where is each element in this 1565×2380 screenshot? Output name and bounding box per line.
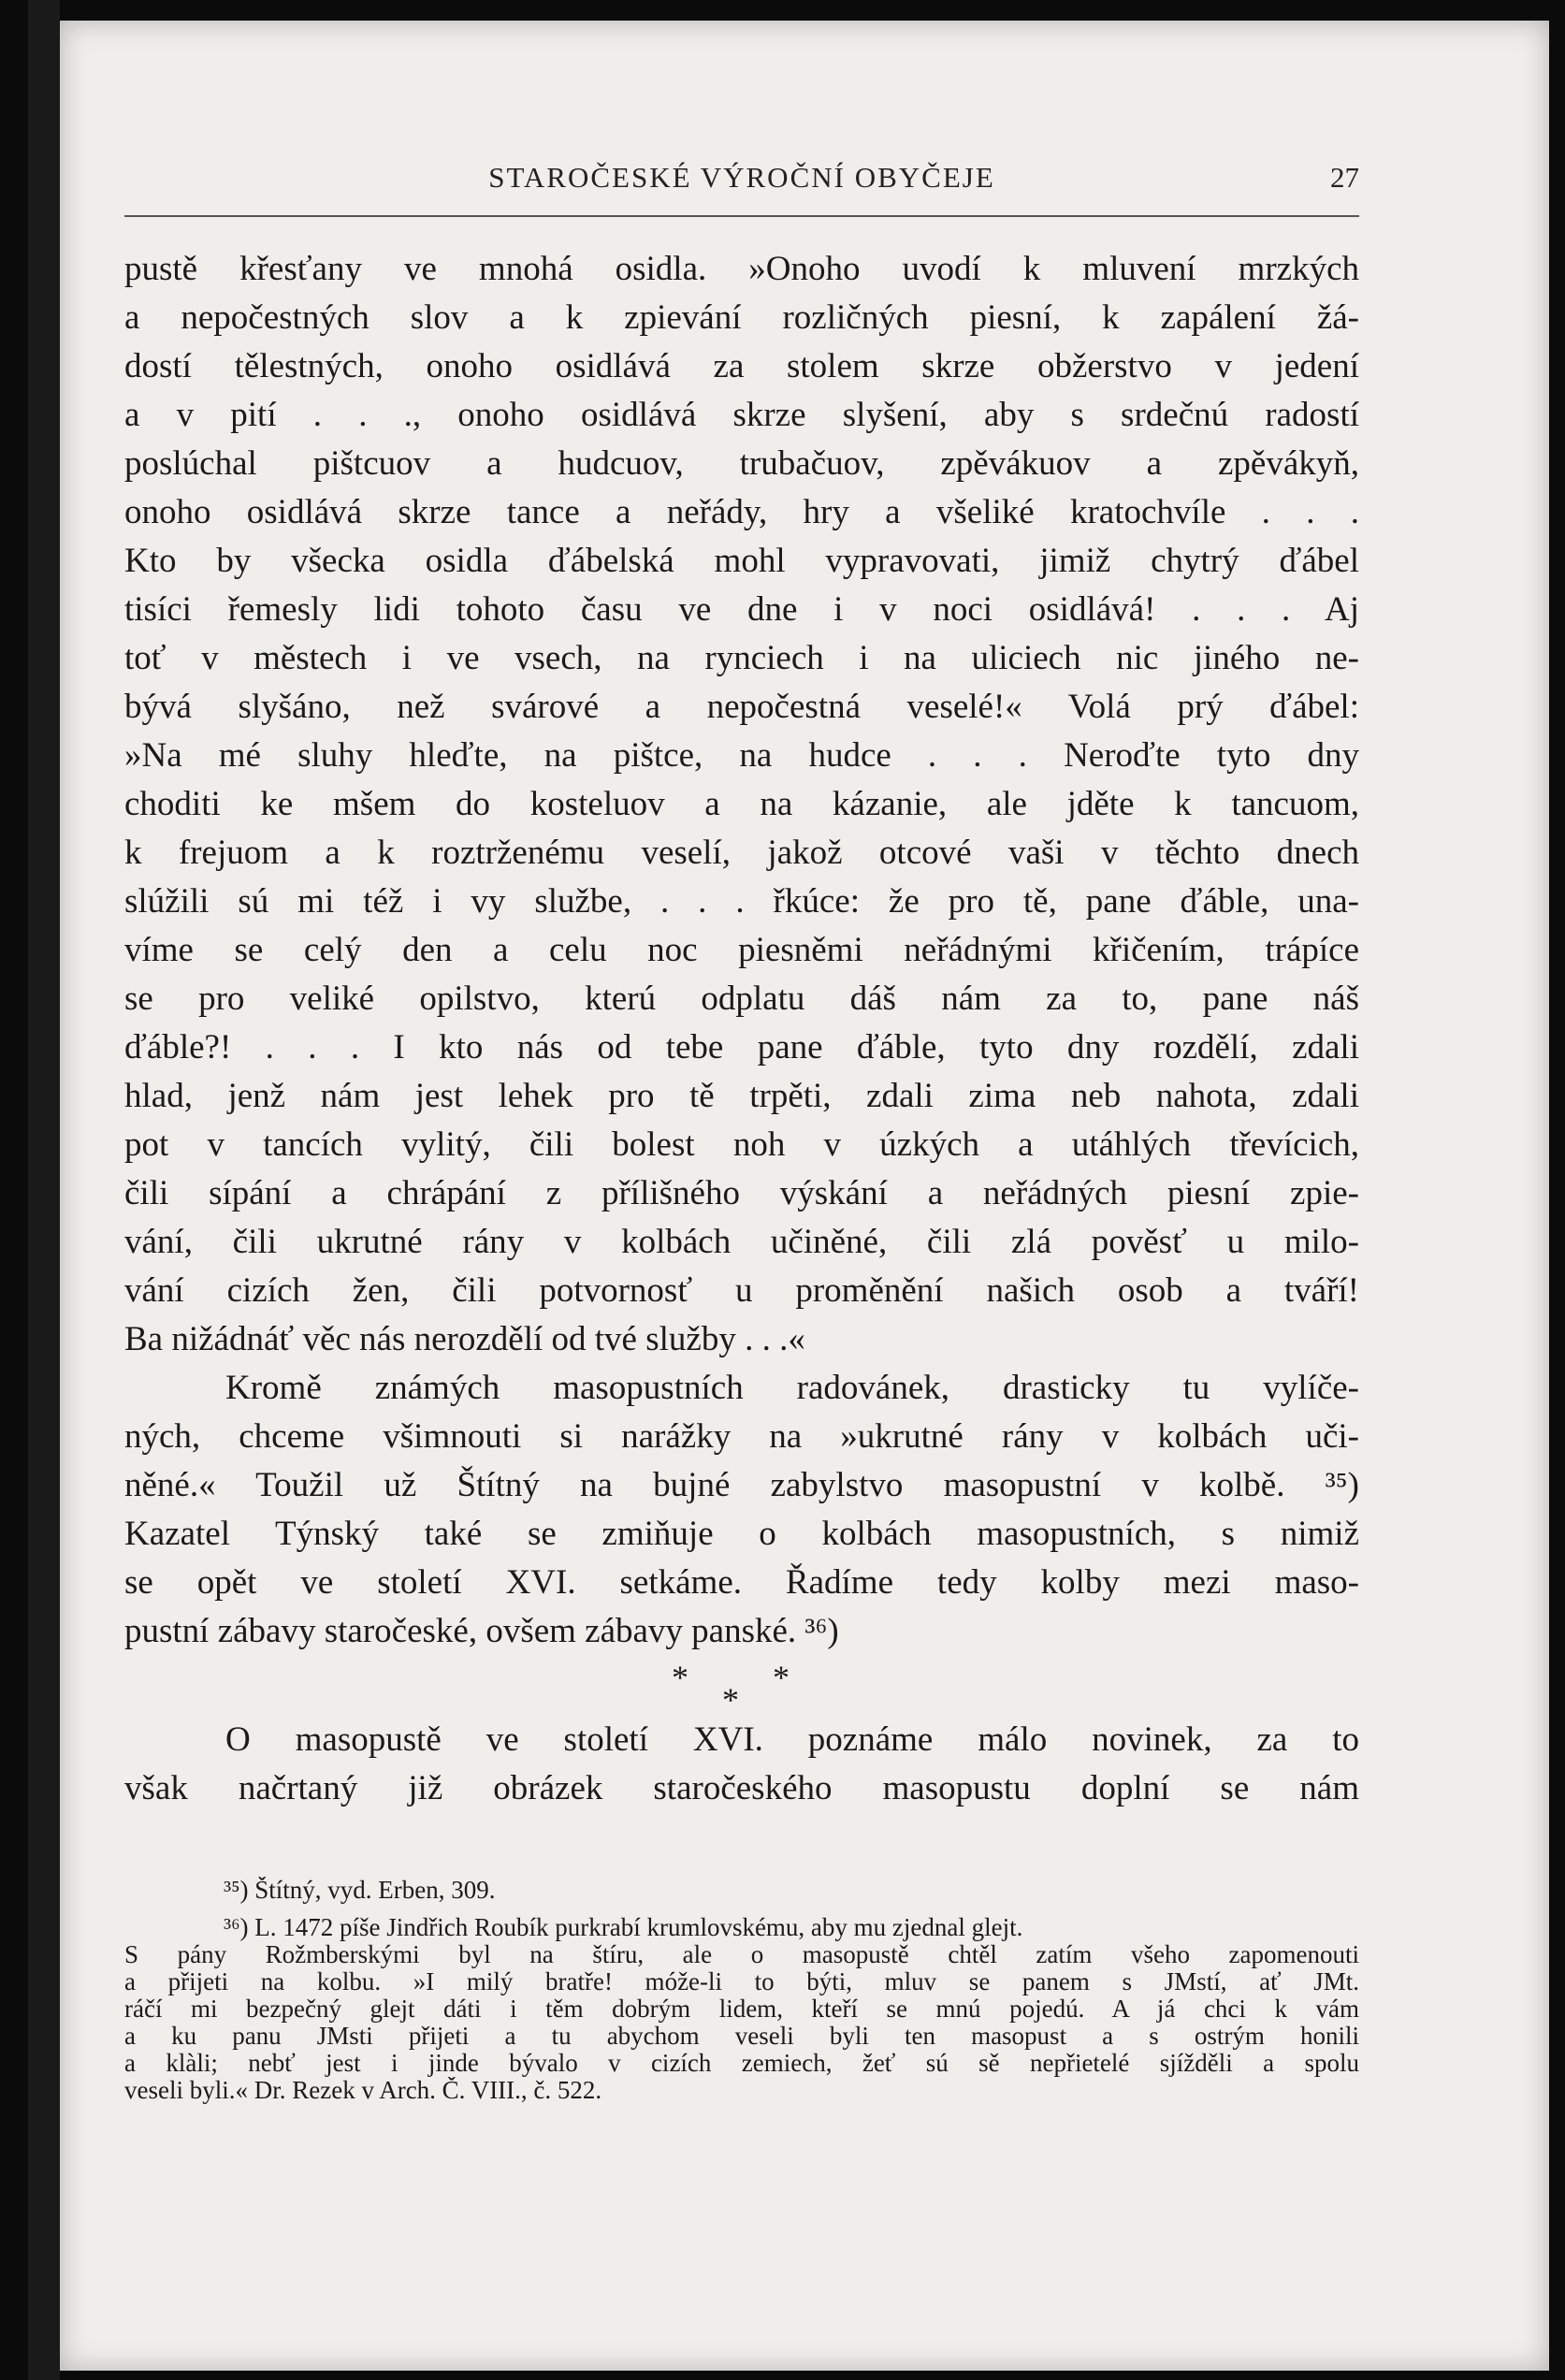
footnote-line: ³⁶) L. 1472 píše Jindřich Roubík purkrabí krumlovskému, aby mu zjednal glejt. — [224, 1914, 1023, 1941]
header-rule — [124, 215, 1359, 217]
text-line: něné.« Toužil už Štítný na bujné zabylstvo masopustní v kolbě. ³⁵) — [124, 1466, 1359, 1504]
text-line: pot v tancích vylitý, čili bolest noh v úzkých a utáhlých třevícich, — [124, 1125, 1359, 1164]
page-number: 27 — [1330, 161, 1359, 194]
scan-left-edge — [28, 0, 60, 2380]
text-line: slúžili sú mi též i vy službe, . . . řkúce: že pro tě, pane ďáble, una- — [124, 882, 1359, 921]
text-line: toť v městech i ve vsech, na rynciech i na uliciech nic jiného ne- — [124, 639, 1359, 677]
footnote-line: ³⁵) Štítný, vyd. Erben, 309. — [224, 1877, 496, 1904]
separator-star: * — [773, 1659, 790, 1696]
text-line: čili sípání a chrápání z přílišného výskání a neřádných piesní zpie- — [124, 1174, 1359, 1212]
footnote-line: ráčí mi bezpečný glejt dáti i těm dobrým lidem, kteří se mnú pojedú. A já chci k vám — [124, 1995, 1359, 2023]
text-line: k frejuom a k roztrženému veselí, jakož otcové vaši v těchto dnech — [124, 834, 1359, 872]
text-line: a nepočestných slov a k zpievání rozličných piesní, k zapálení žá- — [124, 298, 1359, 337]
footnote-line: a klàli; nebť jest i jinde bývalo v cizích zemiech, žeť sú sě nepřietelé sjížděli a spolu — [124, 2050, 1359, 2077]
text-line: Kto by všecka osidla ďábelská mohl vypravovati, jimiž chytrý ďábel — [124, 542, 1359, 580]
text-line: však načrtaný již obrázek staročeského masopustu doplní se nám — [124, 1769, 1359, 1807]
separator-star: * — [722, 1681, 739, 1719]
text-line: víme se celý den a celu noc piesněmi neřádnými křičením, trápíce — [124, 931, 1359, 969]
text-line: choditi ke mšem do kosteluov a na kázanie, ale jděte k tancuom, — [124, 785, 1359, 823]
text-line: pustě křesťany ve mnohá osidla. »Onoho uvodí k mluvení mrzkých — [124, 250, 1359, 288]
text-line: bývá slyšáno, než svárové a nepočestná veselé!« Volá prý ďábel: — [124, 688, 1359, 726]
footnote-line: a ku panu JMsti přijeti a tu abychom veseli byli ten masopust a s ostrým honili — [124, 2023, 1359, 2050]
text-line: se pro veliké opilstvo, kterú odplatu dáš nám za to, pane náš — [124, 980, 1359, 1018]
text-line: a v pití . . ., onoho osidlává skrze slyšení, aby s srdečnú radostí — [124, 396, 1359, 434]
footnote-line: S pány Rožmberskými byl na štíru, ale o masopustě chtěl zatím všeho zapomenouti — [124, 1941, 1359, 1968]
text-line: se opět ve století XVI. setkáme. Řadíme tedy kolby mezi maso- — [124, 1563, 1359, 1602]
text-line: Ba nižádnáť věc nás nerozdělí od tvé služby . . .« — [124, 1320, 805, 1358]
text-line: »Na mé sluhy hleďte, na pištce, na hudce . . . Neroďte tyto dny — [124, 736, 1359, 775]
text-line: pustní zábavy staročeské, ovšem zábavy panské. ³⁶) — [124, 1612, 839, 1650]
text-line: dostí tělestných, onoho osidlává za stolem skrze obžerstvo v jedení — [124, 347, 1359, 385]
main-text — [124, 245, 1359, 1813]
footnotes — [124, 1877, 1359, 2104]
text-line: ných, chceme všimnouti si narážky na »ukrutné rány v kolbách uči- — [124, 1417, 1359, 1456]
running-header — [124, 161, 1359, 208]
text-line: Kazatel Týnský také se zmiňuje o kolbách masopustních, s nimiž — [124, 1515, 1359, 1553]
separator-star: * — [672, 1659, 688, 1696]
text-line: ďáble?! . . . I kto nás od tebe pane ďáble, tyto dny rozdělí, zdali — [124, 1028, 1359, 1067]
text-line: O masopustě ve století XVI. poznáme málo novinek, za to — [225, 1720, 1359, 1759]
text-line: vání cizích žen, čili potvornosť u proměnění našich osob a tváří! — [124, 1271, 1359, 1310]
section-separator — [124, 1656, 1359, 1719]
text-line: vání, čili ukrutné rány v kolbách učiněné, čili zlá pověsť u milo- — [124, 1223, 1359, 1261]
text-line: tisíci řemesly lidi tohoto času ve dne i v noci osidlává! . . . Aj — [124, 590, 1359, 629]
text-line: poslúchal pištcuov a hudcuov, trubačuov, zpěvákuov a zpěvákyň, — [124, 444, 1359, 483]
footnote-line: a přijeti na kolbu. »I milý bratře! móže-li to býti, mluv se panem s JMstí, ať JMt. — [124, 1968, 1359, 1995]
text-line: onoho osidlává skrze tance a neřády, hry a všeliké kratochvíle . . . — [124, 493, 1359, 531]
running-title: STAROČESKÉ VÝROČNÍ OBYČEJE — [488, 161, 995, 194]
text-line: hlad, jenž nám jest lehek pro tě trpěti, zdali zima neb nahota, zdali — [124, 1077, 1359, 1115]
footnote-line: veseli byli.« Dr. Rezek v Arch. Č. VIII., č. 522. — [124, 2077, 602, 2104]
text-line: Kromě známých masopustních radovánek, drasticky tu vylíče- — [225, 1369, 1359, 1407]
